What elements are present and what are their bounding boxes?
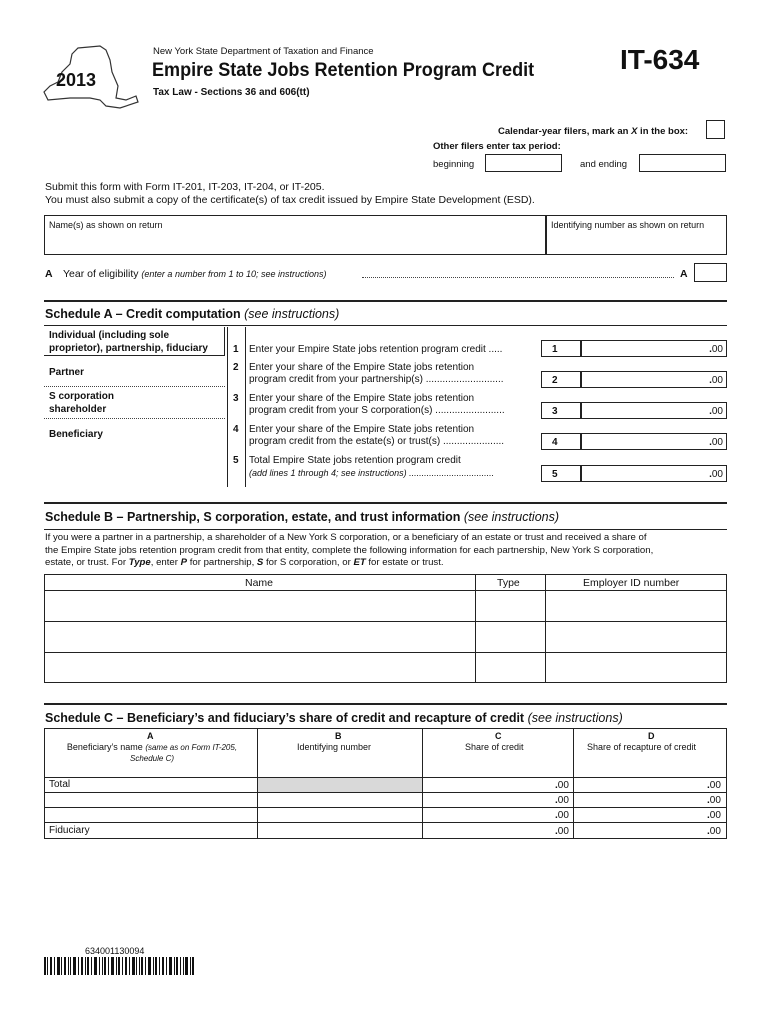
barcode-image — [44, 957, 194, 975]
row-2-recapture-cents[interactable]: . 00 — [707, 795, 721, 806]
table-row-2-type[interactable] — [476, 622, 545, 652]
year-of-eligibility-field[interactable] — [694, 263, 727, 282]
line-text: Enter your share of the Empire State jobs retention — [249, 362, 475, 373]
table-row-3-name[interactable] — [45, 653, 475, 683]
category-s-corp: S corporation shareholder — [49, 391, 115, 415]
col-d-header: Share of recapture of credit — [587, 742, 697, 752]
total-row-label: Total — [49, 779, 71, 790]
table-row-3-ein[interactable] — [546, 653, 727, 683]
col-c-header: Share of credit — [465, 742, 524, 752]
row-3-recapture-cents[interactable]: . 00 — [707, 810, 721, 821]
line-text: Total Empire State jobs retention program credit — [249, 455, 461, 466]
table-row-2-ein[interactable] — [546, 622, 727, 652]
schedule-a-lines — [227, 338, 727, 488]
line-text-column-divider — [245, 327, 246, 487]
line-a-letter: A — [45, 268, 53, 280]
period-ending-field[interactable] — [639, 154, 726, 172]
category-individual: Individual (including sole proprietor), partnership, fiduciary — [49, 330, 208, 354]
line-3-box-number: 3 — [541, 402, 581, 419]
table-row-1-ein[interactable] — [546, 591, 727, 621]
form-title: Empire State Jobs Retention Program Credit — [152, 60, 535, 81]
row-2-credit-cents[interactable]: . 00 — [555, 795, 569, 806]
line-a-label: Year of eligibility (enter a number from 1 to 10; see instructions) — [63, 268, 327, 280]
line-number: 5 — [233, 455, 239, 466]
col-a-header: Beneficiary’s name (same as on Form IT-205, Schedule C) — [66, 742, 238, 763]
line-number-column-divider — [227, 327, 228, 487]
row-3-credit-cents[interactable]: . 00 — [555, 810, 569, 821]
line-4-box-number: 4 — [541, 433, 581, 450]
category-individual-underline — [44, 355, 225, 356]
schedule-b-title: Schedule B – Partnership, S corporation, estate, and trust information (see instructions) — [45, 510, 560, 524]
table-row-1-name[interactable] — [45, 591, 475, 621]
line-1-box-number: 1 — [541, 340, 581, 357]
line-2-box-number: 2 — [541, 371, 581, 388]
col-b-letter: B — [335, 731, 342, 741]
line-number: 4 — [233, 424, 239, 435]
line-text: program credit from your S corporation(s) ......................... — [249, 405, 505, 416]
calendar-year-checkbox[interactable] — [706, 120, 725, 139]
total-recapture-cents[interactable]: . 00 — [707, 780, 721, 791]
schedule-b-rule — [44, 502, 727, 504]
line-5-box-number: 5 — [541, 465, 581, 482]
col-b-header: Identifying number — [297, 742, 372, 752]
table-row-1-type[interactable] — [476, 591, 545, 621]
line-a-leader — [362, 277, 674, 278]
tax-year: 2013 — [56, 70, 97, 90]
line-text: Enter your Empire State jobs retention program credit ..... — [249, 344, 503, 355]
name-field[interactable] — [44, 215, 546, 255]
identifying-number-field[interactable] — [546, 215, 727, 255]
schedule-b-top-line — [44, 529, 727, 530]
schedule-a-title: Schedule A – Credit computation (see instructions) — [45, 307, 340, 321]
line-5-amount-field[interactable]: . 00 — [581, 465, 727, 482]
line-a-end-letter: A — [680, 268, 688, 280]
col-header-name: Name — [245, 577, 274, 589]
line-number: 3 — [233, 393, 239, 404]
line-number: 2 — [233, 362, 239, 373]
fiduciary-row-label: Fiduciary — [49, 825, 90, 836]
submit-instruction: Submit this form with Form IT-201, IT-203, IT-204, or IT-205. — [45, 181, 325, 193]
schedule-b-instructions: If you were a partner in a partnership, a shareholder of a New York S corporation, or a beneficiary of an estate or trust and received a share of the Empire State jobs retention program credit from that entity, complete the following information for each partnership, New York S corporation, estate, or trust. For Type, enter P for partnership, S for S corporation, or ET for estate or trust. — [45, 532, 654, 568]
table-row-2-name[interactable] — [45, 622, 475, 652]
schedule-a-top-line — [44, 325, 727, 326]
col-a-letter: A — [147, 731, 154, 741]
category-s-corp-underline — [44, 418, 225, 419]
line-text: program credit from your partnership(s) ............................ — [249, 374, 504, 385]
col-c-letter: C — [495, 731, 502, 741]
barcode-number: 634001130094 — [85, 946, 145, 956]
line-text: Enter your share of the Empire State jobs retention — [249, 424, 475, 435]
line-text: program credit from the estate(s) or trust(s) ...................... — [249, 436, 505, 447]
line-2-amount-field[interactable]: . 00 — [581, 371, 727, 388]
period-beginning-field[interactable] — [485, 154, 562, 172]
category-beneficiary: Beneficiary — [49, 429, 103, 440]
table-row-3-type[interactable] — [476, 653, 545, 683]
line-text: Enter your share of the Empire State jobs retention — [249, 393, 475, 404]
identifying-number-label: Identifying number as shown on return — [551, 220, 705, 230]
line-text: (add lines 1 through 4; see instructions) .................................. — [249, 468, 495, 478]
line-number: 1 — [233, 344, 239, 355]
schedule-c-rule — [44, 703, 727, 705]
schedule-b-table — [44, 574, 727, 683]
total-credit-cents[interactable]: . 00 — [555, 780, 569, 791]
schedule-a-rule — [44, 300, 727, 302]
other-filers-label: Other filers enter tax period: — [433, 141, 561, 152]
fiduciary-credit-cents[interactable]: . 00 — [555, 826, 569, 837]
line-4-amount-field[interactable]: . 00 — [581, 433, 727, 450]
ending-label: and ending — [580, 159, 628, 170]
category-partner-underline — [44, 386, 225, 387]
name-field-label: Name(s) as shown on return — [49, 220, 163, 230]
schedule-c-table — [44, 728, 727, 839]
total-id-shaded-cell — [258, 778, 422, 792]
beginning-label: beginning — [433, 159, 475, 170]
schedule-c-title: Schedule C – Beneficiary’s and fiduciary’s share of credit and recapture of credit (see instructions) — [45, 711, 623, 725]
category-individual-bracket — [224, 327, 225, 355]
fiduciary-recapture-cents[interactable]: . 00 — [707, 826, 721, 837]
col-header-ein: Employer ID number — [583, 577, 680, 589]
form-subtitle: Tax Law - Sections 36 and 606(tt) — [153, 87, 310, 98]
line-1-amount-field[interactable]: . 00 — [581, 340, 727, 357]
calendar-year-label: Calendar-year filers, mark an X in the box: — [498, 126, 689, 137]
agency-name: New York State Department of Taxation and Finance — [153, 46, 374, 57]
line-3-amount-field[interactable]: . 00 — [581, 402, 727, 419]
col-d-letter: D — [648, 731, 655, 741]
category-partner: Partner — [49, 367, 85, 378]
col-header-type: Type — [497, 577, 520, 589]
certificate-instruction: You must also submit a copy of the certificate(s) of tax credit issued by Empire State Development (ESD). — [45, 194, 535, 206]
form-id: IT-634 — [620, 44, 700, 75]
